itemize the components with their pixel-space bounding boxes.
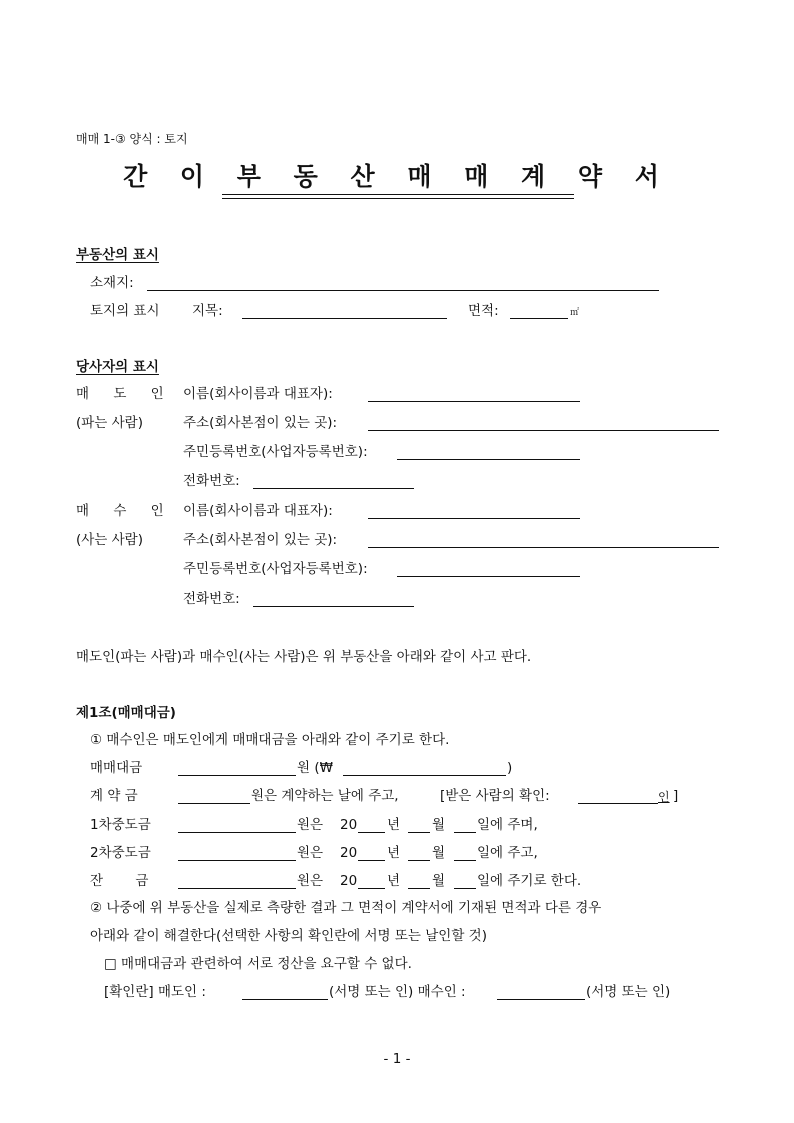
seller-name-field[interactable] [368, 401, 580, 402]
seller-sub: (파는 사람) [76, 415, 143, 431]
clause2-line1: ② 나중에 위 부동산을 실제로 측량한 결과 그 면적이 계약서에 기재된 면적과 다른 경우 [90, 900, 602, 916]
mid1-month-unit: 월 [432, 817, 446, 833]
balance-day-field[interactable] [454, 888, 476, 889]
mid2-day-field[interactable] [454, 860, 476, 861]
mid2-year-prefix: 20 [340, 845, 358, 861]
buyer-id-label: 주민등록번호(사업자등록번호): [183, 561, 368, 577]
parties-heading: 당사자의 표시 [76, 359, 159, 375]
sign-text1: (서명 또는 인) 매수인 : [329, 984, 466, 1000]
seal-mark: 인 [658, 790, 670, 804]
buyer-address-label: 주소(회사본점이 있는 곳): [183, 532, 338, 548]
price-won-text: 원 (₩ [297, 760, 333, 776]
balance-day-unit: 일에 주기로 한다. [477, 873, 582, 889]
receipt-close: ] [673, 788, 679, 804]
option1-checkbox-text[interactable]: □ 매매대금과 관련하여 서로 정산을 요구할 수 없다. [104, 956, 412, 972]
mid1-label: 1차중도금 [90, 817, 151, 833]
mid1-year-prefix: 20 [340, 817, 358, 833]
deposit-label: 계 약 금 [90, 788, 138, 804]
buyer-sub: (사는 사람) [76, 532, 143, 548]
article1-heading: 제1조(매매대금) [76, 705, 176, 721]
area-field[interactable] [510, 318, 568, 319]
mid1-year-field[interactable] [358, 832, 385, 833]
category-field[interactable] [242, 318, 447, 319]
deposit-amount-field[interactable] [178, 803, 250, 804]
buyer-name-field[interactable] [368, 518, 580, 519]
buyer-id-field[interactable] [397, 576, 580, 577]
price-label: 매매대금 [90, 760, 143, 776]
balance-month-field[interactable] [408, 888, 430, 889]
seller-phone-field[interactable] [253, 488, 414, 489]
mid1-won: 원은 [297, 817, 324, 833]
mid1-day-unit: 일에 주며, [477, 817, 538, 833]
seller-id-field[interactable] [397, 459, 580, 460]
mid2-year-unit: 년 [387, 845, 401, 861]
mid2-month-unit: 월 [432, 845, 446, 861]
deposit-text: 원은 계약하는 날에 주고, [251, 788, 399, 804]
price-amount-field[interactable] [178, 775, 296, 776]
receipt-signature-field[interactable] [578, 803, 658, 804]
mid2-day-unit: 일에 주고, [477, 845, 538, 861]
seller-title: 매 도 인 [76, 386, 174, 402]
mid2-won: 원은 [297, 845, 324, 861]
area-unit: ㎡ [570, 308, 580, 318]
seller-address-label: 주소(회사본점이 있는 곳): [183, 415, 338, 431]
category-label: 지목: [192, 303, 223, 319]
buyer-signature-field[interactable] [497, 999, 585, 1000]
mid1-amount-field[interactable] [178, 832, 296, 833]
receipt-open: [받은 사람의 확인: [440, 788, 550, 804]
price-close: ) [507, 760, 513, 776]
mid1-day-field[interactable] [454, 832, 476, 833]
seller-phone-label: 전화번호: [183, 473, 240, 489]
balance-year-unit: 년 [387, 873, 401, 889]
intro-sentence: 매도인(파는 사람)과 매수인(사는 사람)은 위 부동산을 아래와 같이 사고 판다. [76, 649, 532, 665]
balance-won: 원은 [297, 873, 324, 889]
location-field[interactable] [147, 290, 659, 291]
balance-label: 잔 금 [90, 873, 163, 889]
seller-id-label: 주민등록번호(사업자등록번호): [183, 444, 368, 460]
land-label: 토지의 표시 [90, 303, 160, 319]
document-title: 간 이 부 동 산 매 매 계 약 서 [123, 162, 671, 191]
mid1-year-unit: 년 [387, 817, 401, 833]
price-numeric-field[interactable] [343, 775, 506, 776]
buyer-address-field[interactable] [368, 547, 719, 548]
clause1-text: ① 매수인은 매도인에게 매매대금을 아래와 같이 주기로 한다. [90, 732, 450, 748]
balance-amount-field[interactable] [178, 888, 296, 889]
area-label: 면적: [468, 303, 499, 319]
mid2-label: 2차중도금 [90, 845, 151, 861]
balance-year-field[interactable] [358, 888, 385, 889]
balance-year-prefix: 20 [340, 873, 358, 889]
buyer-title: 매 수 인 [76, 503, 174, 519]
mid2-year-field[interactable] [358, 860, 385, 861]
clause2-line2: 아래와 같이 해결한다(선택한 사항의 확인란에 서명 또는 날인할 것) [90, 928, 487, 944]
mid1-month-field[interactable] [408, 832, 430, 833]
seller-address-field[interactable] [368, 430, 719, 431]
form-code: 매매 1-③ 양식 : 토지 [76, 132, 188, 146]
page-number: - 1 - [383, 1051, 411, 1067]
mid2-amount-field[interactable] [178, 860, 296, 861]
confirm-label: [확인란] 매도인 : [104, 984, 206, 1000]
sign-text2: (서명 또는 인) [586, 984, 671, 1000]
property-heading: 부동산의 표시 [76, 247, 159, 263]
seller-name-label: 이름(회사이름과 대표자): [183, 386, 333, 402]
location-label: 소재지: [90, 275, 134, 291]
title-underline-double [222, 198, 574, 199]
buyer-phone-label: 전화번호: [183, 591, 240, 607]
buyer-phone-field[interactable] [253, 606, 414, 607]
balance-month-unit: 월 [432, 873, 446, 889]
mid2-month-field[interactable] [408, 860, 430, 861]
buyer-name-label: 이름(회사이름과 대표자): [183, 503, 333, 519]
seller-signature-field[interactable] [242, 999, 328, 1000]
title-underline [222, 194, 574, 195]
